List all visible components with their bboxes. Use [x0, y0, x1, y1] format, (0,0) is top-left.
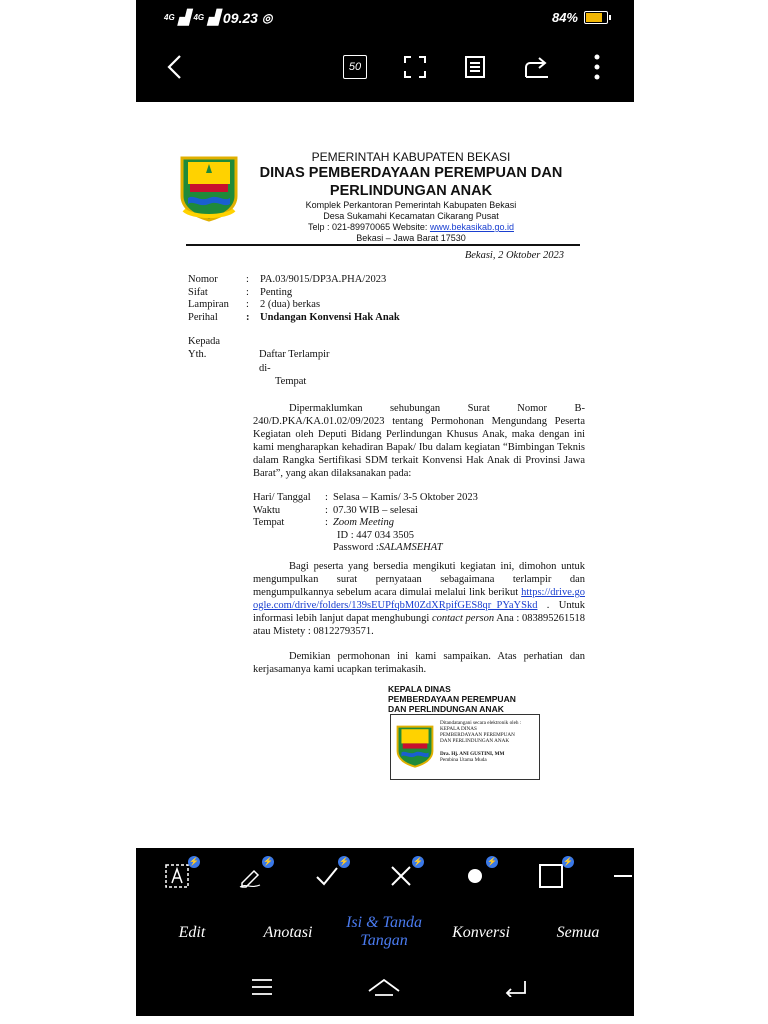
schedule [253, 492, 478, 555]
signal-icon: ▟ [178, 9, 190, 25]
recipient-line1: Daftar Terlampir [259, 349, 330, 360]
tab-isi-tanda-tangan[interactable]: Isi & Tanda Tangan [346, 914, 422, 949]
home-button[interactable] [364, 974, 404, 1000]
electronic-signature-box [390, 714, 540, 780]
paragraph-2-text-c: Ana : 083895261518 atau Mistety : 08122793571. [253, 613, 585, 637]
website-link[interactable]: www.bekasikab.go.id [429, 222, 514, 232]
system-back-button[interactable] [496, 974, 536, 1000]
schedule-value: 07.30 WIB – selesai [333, 504, 418, 516]
schedule-row [253, 517, 478, 530]
schedule-key: Waktu [253, 504, 281, 516]
meta-value: 2 (dua) berkas [260, 299, 321, 310]
paragraph-1 [253, 402, 585, 480]
back-arrow-icon [503, 977, 529, 997]
premium-badge-icon: ⚡ [413, 857, 423, 866]
menu-icon [250, 978, 274, 996]
reader-mode-button[interactable] [460, 52, 490, 82]
meta-value: PA.03/9015/DP3A.PHA/2023 [260, 274, 387, 285]
meta-value: Undangan Konvensi Hak Anak [260, 311, 400, 323]
schedule-key: Tempat [253, 517, 285, 528]
signature-tool[interactable] [234, 857, 273, 894]
paragraph-3-text: Demikian permohonan ini kami sampaikan. Atas perhatian dan kerjasamanya kami ucapkan terimakasih. [253, 651, 585, 675]
signatory-line2: PEMBERDAYAAN PEREMPUAN [388, 694, 516, 704]
battery-fill [586, 13, 602, 22]
colon: : [246, 311, 250, 323]
paragraph-2-text-b: . Untuk informasi lebih lanjut dapat menghubungi [253, 600, 585, 624]
recipient-line3: Tempat [275, 376, 307, 387]
status-left [164, 9, 272, 26]
bottom-tabs [136, 914, 634, 954]
esign-line3: PEMBERDAYAAN PEREMPUAN [440, 732, 515, 738]
fullscreen-button[interactable] [400, 52, 430, 82]
share-icon [524, 55, 550, 79]
bekasi-emblem-icon [178, 154, 240, 222]
tab-semua[interactable]: Semua [556, 924, 600, 941]
schedule-row [253, 505, 478, 518]
tab-anotasi[interactable]: Anotasi [263, 924, 313, 941]
spacer [253, 530, 337, 543]
schedule-row [253, 492, 478, 505]
esign-line4: DAN PERLINDUNGAN ANAK [440, 738, 510, 744]
schedule-value: Selasa – Kamis/ 3-5 Oktober 2023 [333, 492, 478, 503]
colon: : [246, 299, 249, 310]
cross-tool[interactable] [384, 857, 423, 894]
password-value: SALAMSEHAT [378, 542, 443, 553]
meta-value: Penting [260, 286, 293, 298]
more-options-button[interactable] [582, 52, 612, 82]
esign-rank: Pembina Utama Muda [440, 757, 487, 763]
rectangle-icon [538, 863, 564, 889]
close-icon [388, 863, 414, 889]
letter-date: Bekasi, 2 Oktober 2023 [464, 250, 564, 261]
yth-label: Yth. [188, 348, 207, 360]
battery-icon [584, 11, 608, 24]
colon: : [325, 504, 328, 516]
document-icon [464, 55, 486, 79]
recipient [259, 348, 330, 389]
chevron-left-icon [166, 54, 184, 80]
signatory-line3: DAN PERLINDUNGAN ANAK [388, 704, 504, 714]
signal-icon: ▟ [208, 9, 219, 25]
paragraph-3 [253, 650, 585, 676]
letterhead-line1: PEMERINTAH KABUPATEN BEKASI [311, 150, 511, 164]
meta-key: Sifat [188, 286, 208, 298]
meta-row [188, 299, 400, 312]
document-page [136, 102, 634, 848]
colon: : [246, 286, 249, 298]
phone-text: Telp : 021-89970065 Website: [308, 222, 430, 232]
meta-key: Lampiran [188, 299, 229, 310]
bottom-toolbar [136, 848, 634, 1016]
address-line4: Bekasi – Jawa Barat 17530 [356, 233, 466, 243]
network-indicator-2: 4G [193, 13, 205, 22]
pen-sign-icon [238, 863, 264, 889]
premium-badge-icon: ⚡ [563, 857, 573, 866]
text-box-icon [164, 863, 190, 889]
drive-link[interactable]: https://drive.google.com/drive/folders/139sEUPfqbM0ZdXRpifGES8qr_PYaYSkd [253, 587, 585, 611]
status-right [552, 10, 608, 25]
premium-badge-icon: ⚡ [189, 857, 199, 866]
meta-key: Nomor [188, 274, 218, 285]
page-count: 50 [343, 55, 367, 79]
fullscreen-icon [403, 55, 427, 79]
phone-screen [136, 0, 634, 1016]
meta-row [188, 287, 400, 300]
dot-icon [462, 863, 488, 889]
signatory-title [388, 684, 516, 714]
dot-tool[interactable] [458, 857, 497, 894]
text-box-tool[interactable] [160, 857, 199, 894]
to-label: Kepada [188, 336, 221, 347]
schedule-value: Zoom Meeting [333, 517, 394, 528]
letterhead [246, 150, 576, 244]
schedule-key: Hari/ Tanggal [253, 492, 311, 503]
esign-text [440, 720, 538, 763]
line-tool[interactable] [610, 858, 634, 894]
recent-apps-button[interactable] [242, 974, 282, 1000]
esign-line2: KEPALA DINAS [440, 726, 477, 732]
premium-badge-icon: ⚡ [339, 857, 349, 866]
meta-key: Perihal [188, 311, 218, 323]
network-indicator-1: 4G [164, 13, 175, 22]
paragraph-2-text-a: Bagi peserta yang bersedia mengikuti kegiatan ini, dimohon untuk mengumpulkan surat pernyataan sebagaimana terlampir dan mengumpulkannya sebelum acara dimulai melalui link berikut [253, 561, 585, 598]
clock: 09.23 [222, 9, 258, 26]
line-icon [612, 863, 632, 889]
tab-konversi[interactable]: Konversi [452, 924, 510, 941]
whatsapp-icon: ◎ [261, 10, 273, 25]
schedule-row [253, 530, 478, 543]
premium-badge-icon: ⚡ [487, 857, 497, 866]
back-button[interactable] [160, 52, 190, 82]
letterhead-line3: PERLINDUNGAN ANAK [329, 183, 493, 199]
share-button[interactable] [522, 52, 552, 82]
address-line1: Komplek Perkantoran Pemerintah Kabupaten Bekasi [305, 200, 517, 210]
letterhead-line2: DINAS PEMBERDAYAAN PEREMPUAN DAN [259, 165, 563, 181]
header-divider [186, 244, 580, 246]
contact-person-text: contact person [431, 613, 495, 624]
colon: : [246, 274, 249, 285]
check-tool[interactable] [310, 857, 349, 894]
colon: : [325, 492, 328, 503]
top-bar [136, 0, 634, 102]
tab-edit[interactable]: Edit [178, 924, 206, 941]
premium-badge-icon: ⚡ [263, 857, 273, 866]
address-line3 [246, 222, 576, 233]
esign-line1: Ditandatangani secara elektronik oleh : [440, 720, 522, 726]
battery-percent: 84% [551, 10, 578, 25]
recipient-line2: di- [259, 362, 271, 374]
more-vertical-icon [594, 54, 600, 80]
address-line2: Desa Sukamahi Kecamatan Cikarang Pusat [323, 211, 499, 221]
check-icon [314, 863, 340, 889]
meta-row [188, 274, 400, 287]
letter-meta [188, 274, 400, 324]
home-icon [367, 977, 401, 997]
recipient-labels [188, 336, 220, 361]
rectangle-tool[interactable] [534, 857, 573, 894]
page-count-button[interactable] [340, 52, 370, 82]
meeting-id: ID : 447 034 3505 [337, 529, 414, 541]
colon: : [325, 517, 328, 528]
meta-row [188, 312, 400, 325]
esign-name: Dra. Hj. ANI GUSTINI, MM [440, 751, 505, 757]
signatory-line1: KEPALA DINAS [388, 684, 451, 694]
schedule-row [253, 542, 478, 555]
paragraph-1-text: Dipermaklumkan sehubungan Surat Nomor B-240/D.PKA/KA.01.02/09/2023 tentang Permohonan Mengundang Peserta Kegiatan oleh Deputi Bidang Perlindungan Khusus Anak, maka dengan ini kami mengharapkan kehadiran Bapak/ Ibu dalam kegiatan “Bimbingan Teknis dalam Rangka Sertifikasi SDM terkait Konvensi Hak Anak di Provinsi Jawa Barat”, yang akan dilaksanakan pada: [253, 403, 585, 479]
paragraph-2 [253, 560, 585, 638]
bekasi-emblem-icon [395, 721, 435, 771]
spacer [253, 542, 333, 555]
password-label: Password : [333, 542, 379, 553]
